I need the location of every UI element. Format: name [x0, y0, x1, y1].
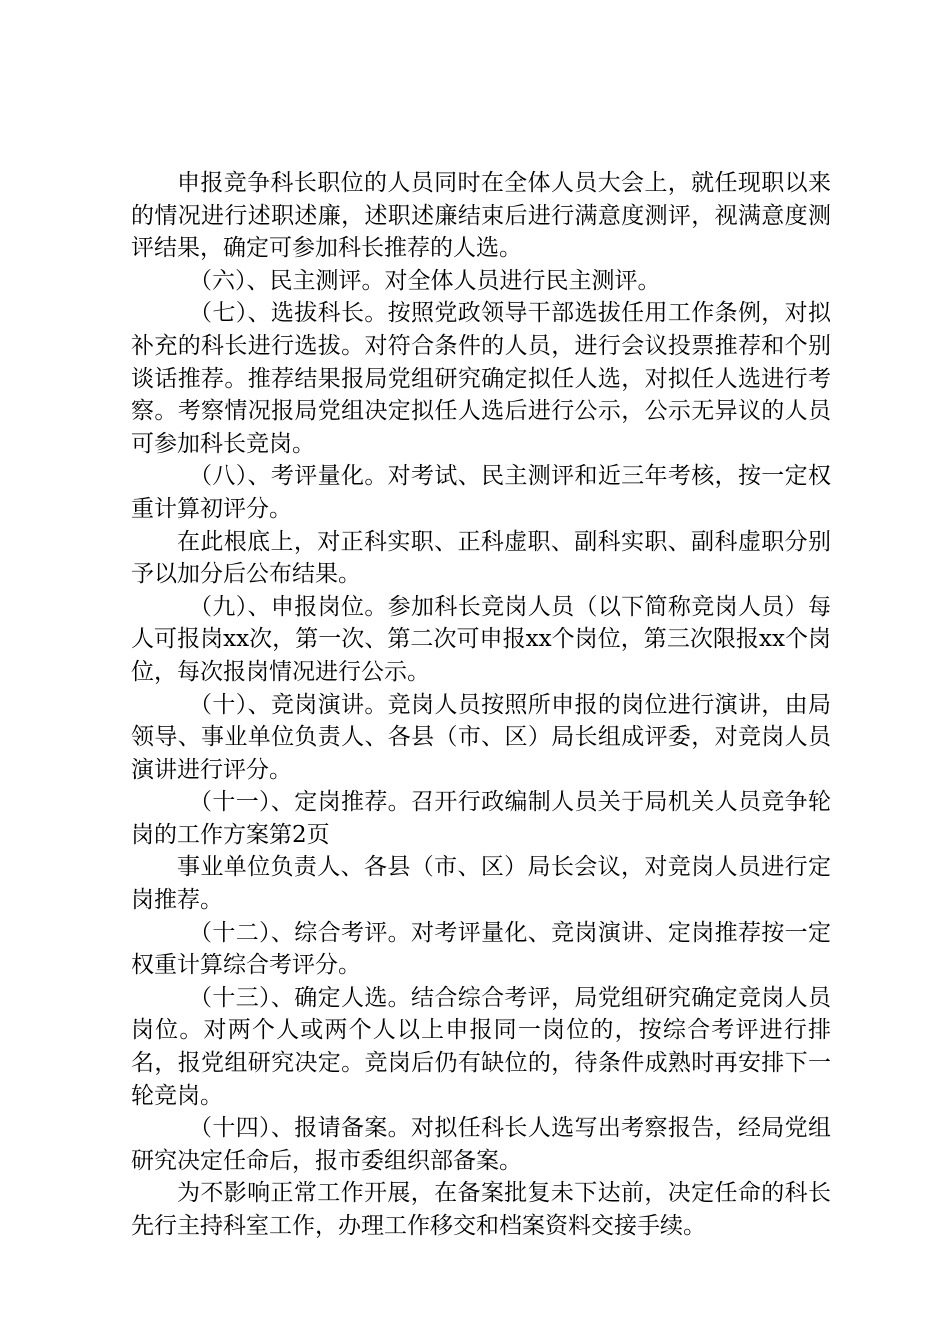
- paragraph-item-12: （十二）、综合考评。对考评量化、竞岗演讲、定岗推荐按一定权重计算综合考评分。: [131, 919, 831, 979]
- paragraph-item-9: （九）、申报岗位。参加科长竞岗人员（以下简称竞岗人员）每人可报岗xx次，第一次、第二次可申报xx个岗位，第三次限报xx个岗位，每次报岗情况进行公示。: [131, 593, 831, 685]
- paragraph-item-6: （六）、民主测评。对全体人员进行民主测评。: [189, 267, 661, 294]
- paragraph-item-8: （八）、考评量化。对考试、民主测评和近三年考核，按一定权重计算初评分。: [131, 463, 831, 522]
- paragraph-item-11-continued: 事业单位负责人、各县（市、区）局长会议，对竞岗人员进行定岗推荐。: [131, 854, 831, 914]
- paragraph-item-10: （十）、竞岗演讲。竞岗人员按照所申报的岗位进行演讲，由局领导、事业单位负责人、各县（市、区）局长组成评委，对竞岗人员演讲进行评分。: [131, 691, 831, 783]
- paragraph-item-11: （十一）、定岗推荐。召开行政编制人员关于局机关人员竞争轮岗的工作方案第2页: [131, 789, 831, 848]
- paragraph-item-7: （七）、选拔科长。按照党政领导干部选拔任用工作条例，对拟补充的科长进行选拔。对符合条件的人员，进行会议投票推荐和个别谈话推荐。推荐结果报局党组研究确定拟任人选，对拟任人选进行考察。考察情况报局党组决定拟任人选后进行公示，公示无异议的人员可参加科长竞岗。: [131, 300, 831, 457]
- paragraph-bonus-points: 在此根底上，对正科实职、正科虚职、副科实职、副科虚职分别予以加分后公布结果。: [131, 528, 831, 588]
- paragraph-report-speech: 申报竞争科长职位的人员同时在全体人员大会上，就任现职以来的情况进行述职述廉，述职述廉结束后进行满意度测评，视满意度测评结果，确定可参加科长推荐的人选。: [131, 170, 831, 262]
- paragraph-item-14: （十四）、报请备案。对拟任科长人选写出考察报告，经局党组研究决定任命后，报市委组织部备案。: [131, 1115, 831, 1174]
- paragraph-interim-arrangement: 为不影响正常工作开展，在备案批复未下达前，决定任命的科长先行主持科室工作，办理工作移交和档案资料交接手续。: [131, 1180, 831, 1239]
- paragraph-item-13: （十三）、确定人选。结合综合考评，局党组研究确定竞岗人员岗位。对两个人或两个人以上申报同一岗位的，按综合考评进行排名，报党组研究决定。竞岗后仍有缺位的，待条件成熟时再安排下一轮竞岗。: [131, 984, 831, 1109]
- document-body: [131, 167, 831, 1243]
